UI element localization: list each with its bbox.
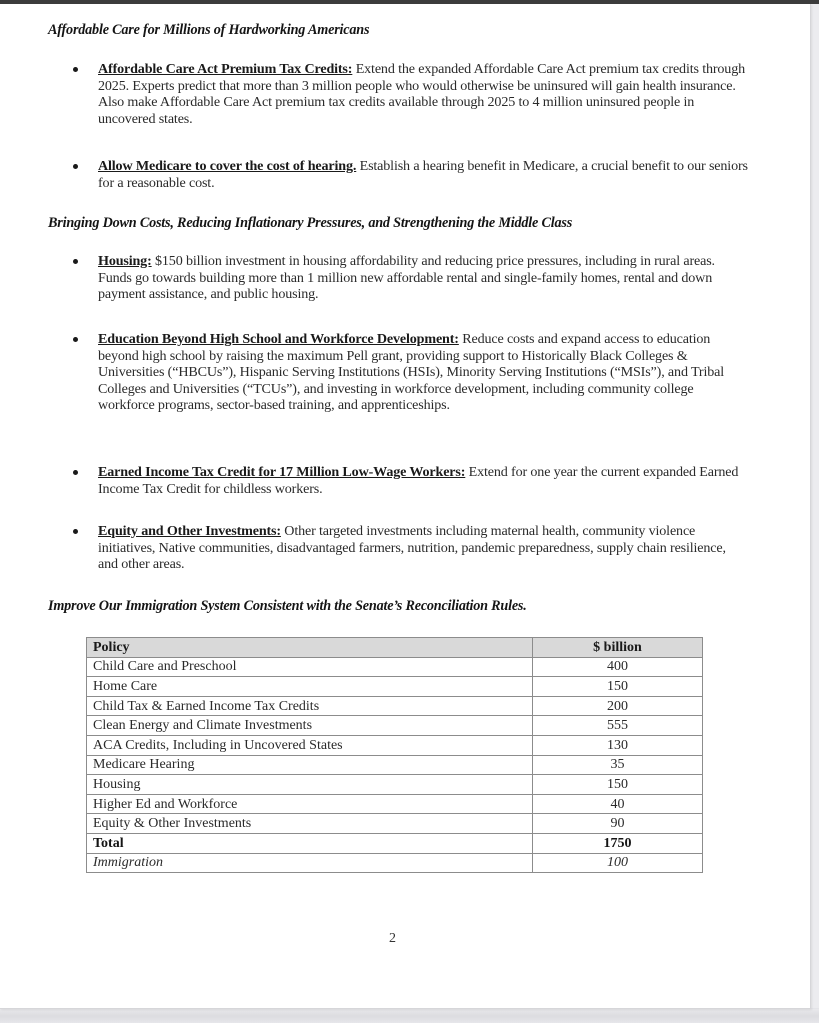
section-heading-immigration: Improve Our Immigration System Consistent with the Senate’s Reconciliation Rules. [48, 598, 527, 614]
table-row [87, 677, 703, 697]
immigration-label: Immigration [87, 853, 533, 873]
policy-cell: Home Care [87, 677, 533, 697]
page-number: 2 [389, 931, 396, 946]
bullet-icon [73, 67, 78, 72]
amount-cell: 200 [533, 696, 703, 716]
policy-cell: Child Tax & Earned Income Tax Credits [87, 696, 533, 716]
total-label: Total [87, 833, 533, 853]
bullet-eitc [98, 464, 748, 497]
bullet-icon [73, 470, 78, 475]
table-total-row [87, 833, 703, 853]
column-header-billion: $ billion [533, 638, 703, 658]
bullet-title: Affordable Care Act Premium Tax Credits: [98, 61, 353, 77]
bullet-icon [73, 337, 78, 342]
bullet-aca-premium-tax-credits [98, 61, 748, 127]
policy-cell: Clean Energy and Climate Investments [87, 716, 533, 736]
bullet-text: Extend the expanded Affordable Care Act premium tax credits through 2025. Experts predict that more than 3 million people who would otherwise be uninsured will gain health insurance. Also make Affordable Care Act premium tax credits available through 2025 to 4 million uninsured people in uncovered states. [98, 61, 745, 127]
table-row [87, 755, 703, 775]
column-header-policy: Policy [87, 638, 533, 658]
section-heading-bringing-down-costs: Bringing Down Costs, Reducing Inflationary Pressures, and Strengthening the Middle Class [48, 215, 573, 231]
policy-cell: Child Care and Preschool [87, 657, 533, 677]
document-page [0, 4, 811, 1009]
amount-cell: 130 [533, 735, 703, 755]
table-row [87, 735, 703, 755]
policy-cell: ACA Credits, Including in Uncovered States [87, 735, 533, 755]
bullet-text: Extend for one year the current expanded Earned Income Tax Credit for childless workers. [98, 464, 739, 497]
amount-cell: 150 [533, 677, 703, 697]
policy-cell: Higher Ed and Workforce [87, 794, 533, 814]
table-immigration-row [87, 853, 703, 873]
bullet-title: Housing: [98, 253, 152, 269]
immigration-amount: 100 [533, 853, 703, 873]
table-row [87, 657, 703, 677]
bullet-equity-investments [98, 523, 748, 573]
bullet-text: $150 billion investment in housing affordability and reducing price pressures, including in rural areas. Funds go towards building more than 1 million new affordable rental and single-family homes, rental and down payment assistance, and public housing. [98, 253, 715, 303]
bullet-medicare-hearing [98, 158, 748, 191]
bullet-text: Reduce costs and expand access to education beyond high school by raising the maximum Pell grant, providing support to Historically Black Colleges & Universities (“HBCUs”), Hispanic Serving Institutions (HSIs), Minority Serving Institutions (“MSIs”), and Tribal Colleges and Universities (“TCUs”), and investing in workforce development, including community college workforce programs, sector-based training, and apprenticeships. [98, 331, 724, 414]
bullet-icon [73, 529, 78, 534]
bullet-text: Establish a hearing benefit in Medicare, a crucial benefit to our seniors for a reasonable cost. [98, 158, 748, 191]
policy-cell: Medicare Hearing [87, 755, 533, 775]
page-gap [0, 1009, 819, 1023]
policy-cell: Housing [87, 775, 533, 795]
table-row [87, 696, 703, 716]
bullet-housing [98, 253, 748, 303]
bullet-icon [73, 164, 78, 169]
amount-cell: 90 [533, 814, 703, 834]
section-heading-affordable-care: Affordable Care for Millions of Hardworking Americans [48, 22, 370, 38]
amount-cell: 40 [533, 794, 703, 814]
amount-cell: 555 [533, 716, 703, 736]
table-row [87, 716, 703, 736]
table-row [87, 794, 703, 814]
amount-cell: 400 [533, 657, 703, 677]
amount-cell: 150 [533, 775, 703, 795]
bullet-title: Equity and Other Investments: [98, 523, 281, 539]
amount-cell: 35 [533, 755, 703, 775]
bullet-icon [73, 259, 78, 264]
bullet-education-workforce [98, 331, 748, 414]
vertical-scrollbar-track[interactable] [811, 4, 819, 1008]
bullet-text: Other targeted investments including maternal health, community violence initiatives, Native communities, disadvantaged farmers, nutrition, pandemic preparedness, supply chain resilience, and other areas. [98, 523, 726, 573]
table-row [87, 814, 703, 834]
bullet-title: Allow Medicare to cover the cost of hearing. [98, 158, 357, 174]
table-row [87, 775, 703, 795]
bullet-title: Earned Income Tax Credit for 17 Million Low-Wage Workers: [98, 464, 466, 480]
bullet-title: Education Beyond High School and Workforce Development: [98, 331, 459, 347]
policy-cell: Equity & Other Investments [87, 814, 533, 834]
budget-table [86, 637, 703, 873]
table-header-row [87, 638, 703, 658]
total-amount: 1750 [533, 833, 703, 853]
